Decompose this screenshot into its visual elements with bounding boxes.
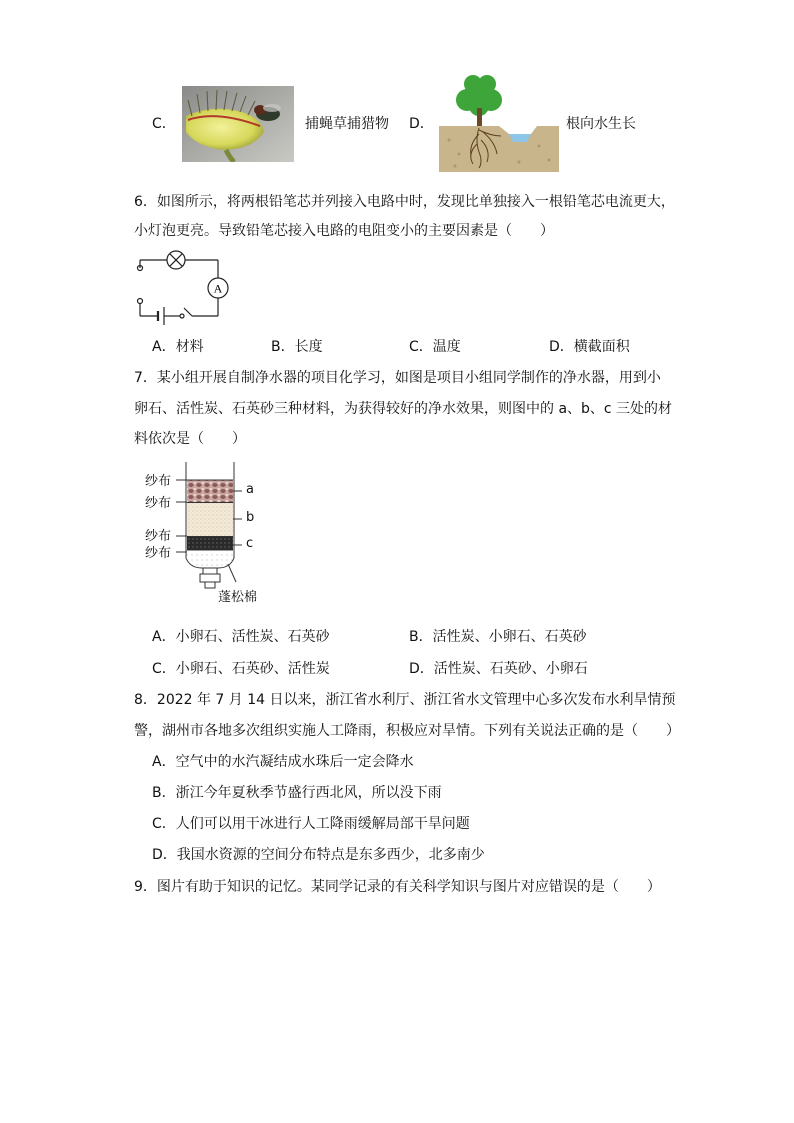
cotton-label: 蓬松棉 [218,590,258,605]
q9-stem-line1: 9．图片有助于知识的记忆。某同学记录的有关科学知识与图片对应错误的是（ ） [134,879,661,895]
layer-label-c: c [246,536,254,551]
q6-option-c: C．温度 [409,339,461,355]
q7-option-c: C．小卵石、石英砂、活性炭 [152,661,330,677]
gauze-label-4: 纱布 [145,546,172,561]
q6-option-a: A．材料 [152,339,204,355]
layer-label-a: a [246,482,254,497]
q7-stem-line3: 料依次是（ ） [134,431,246,447]
tree-root-toward-water-illustration-icon [439,70,559,172]
q6-circuit-diagram [128,248,232,326]
water-filter-figure [140,458,280,608]
q5-option-d-letter: D． [409,116,434,132]
gauze-label-1: 纱布 [145,474,172,489]
tree-root-image [439,70,559,172]
venus-flytrap-photo-icon [182,86,294,162]
layer-label-b: b [246,510,255,525]
q8-option-c: C．人们可以用干冰进行人工降雨缓解局部干旱问题 [152,816,470,832]
q6-stem-line2: 小灯泡更亮。导致铅笔芯接入电路的电阻变小的主要因素是（ ） [134,223,554,239]
gauze-label-3: 纱布 [145,529,172,544]
q8-option-b: B．浙江今年夏秋季节盛行西北风，所以没下雨 [152,785,442,801]
q6-stem-line1: 6．如图所示，将两根铅笔芯并列接入电路中时，发现比单独接入一根铅笔芯电流更大， [134,194,675,210]
q5-option-d-caption: 根向水生长 [566,116,636,132]
q7-stem-line2: 卵石、活性炭、石英砂三种材料，为获得较好的净水效果，则图中的 a、b、c 三处的材 [134,401,673,417]
q8-stem-line2: 警，湖州市各地多次组织实施人工降雨，积极应对旱情。下列有关说法正确的是（ ） [134,723,680,739]
q7-option-a: A．小卵石、活性炭、石英砂 [152,629,330,645]
q8-option-d: D．我国水资源的空间分布特点是东多西少，北多南少 [152,847,485,863]
q7-option-b: B．活性炭、小卵石、石英砂 [409,629,587,645]
venus-flytrap-image [182,86,294,162]
q7-stem-line1: 7．某小组开展自制净水器的项目化学习，如图是项目小组同学制作的净水器，用到小 [134,370,661,386]
q8-stem-line1: 8．2022 年 7 月 14 日以来，浙江省水利厅、浙江省水文管理中心多次发布水利旱情预 [134,692,676,708]
q7-option-d: D．活性炭、石英砂、小卵石 [409,661,588,677]
ammeter-label: A [213,281,223,296]
q5-option-c-caption: 捕蝇草捕猎物 [305,116,389,132]
q5-option-c-letter: C． [152,116,176,132]
q8-option-a: A．空气中的水汽凝结成水珠后一定会降水 [152,754,414,770]
q6-option-d: D．横截面积 [549,339,630,355]
gauze-label-2: 纱布 [145,496,172,511]
q6-option-b: B．长度 [271,339,323,355]
